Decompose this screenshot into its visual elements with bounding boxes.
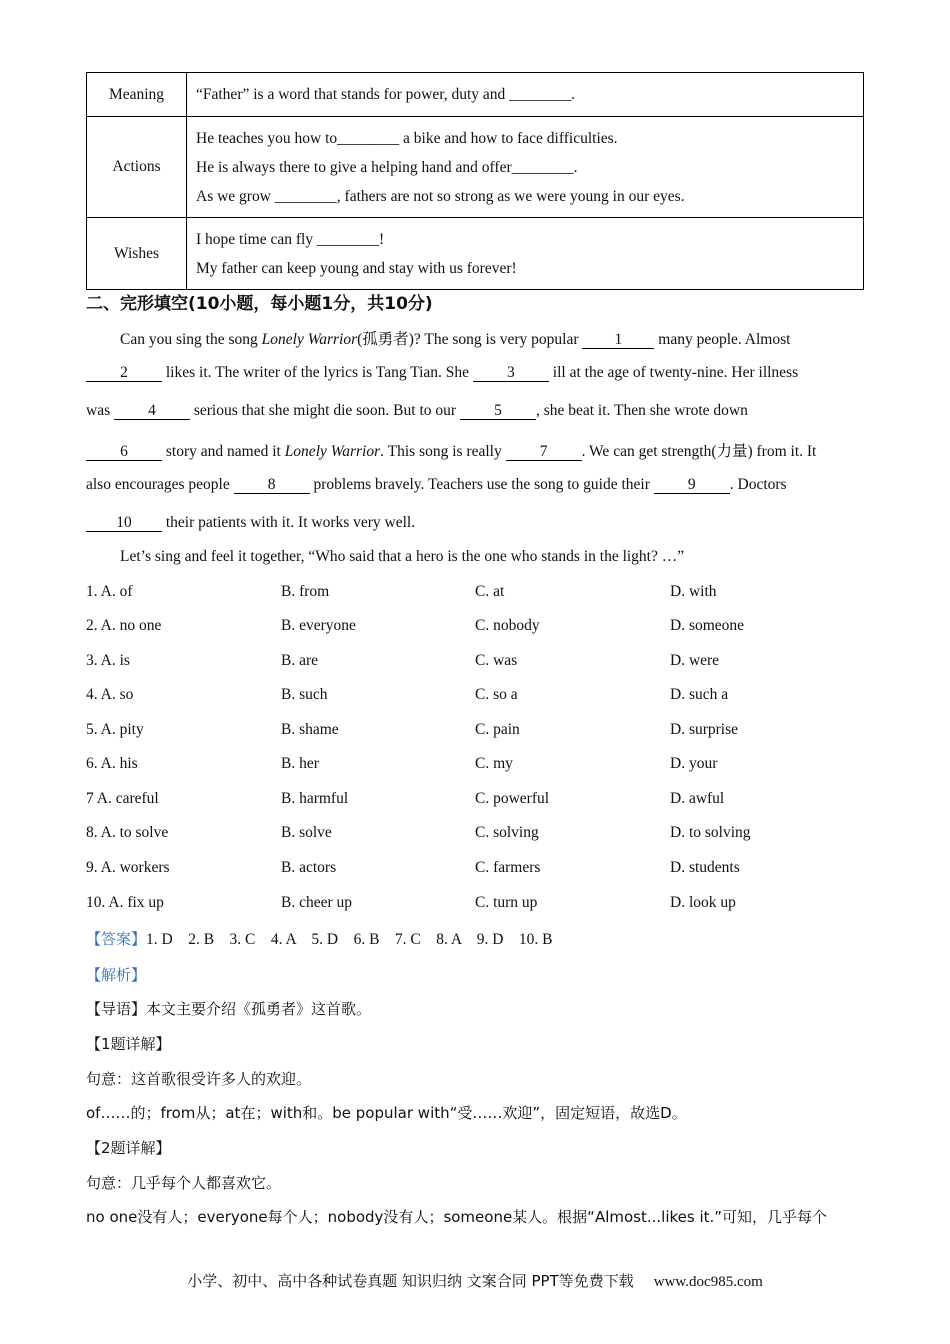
option: B. harmful xyxy=(281,790,349,807)
option: C. farmers xyxy=(475,859,541,876)
option: D. with xyxy=(670,583,717,600)
option: B. everyone xyxy=(281,617,356,634)
row-label: Wishes xyxy=(87,218,187,290)
options-row xyxy=(86,583,866,605)
option: D. your xyxy=(670,755,718,772)
option: B. such xyxy=(281,686,328,703)
option: 5. A. pity xyxy=(86,721,144,738)
info-table xyxy=(86,72,864,290)
options-row xyxy=(86,652,866,674)
option: D. look up xyxy=(670,894,736,911)
passage-line-6: 10 their patients with it. It works very well. xyxy=(86,514,866,532)
passage-line-3: was 4 serious that she might die soon. But to our 5 , she beat it. Then she wrote down xyxy=(86,402,748,419)
blank-2: 2 xyxy=(86,364,162,382)
option: 4. A. so xyxy=(86,686,134,703)
option: C. nobody xyxy=(475,617,540,634)
option: 10. A. fix up xyxy=(86,894,164,911)
option: C. my xyxy=(475,755,513,772)
passage-line-4: 6 story and named it Lonely Warrior. This song is really 7 . We can get strength(力量) from it. It xyxy=(86,439,866,461)
answer-label: 【答案】 xyxy=(86,930,147,948)
blank-5: 5 xyxy=(460,402,536,420)
table-row-meaning xyxy=(87,73,864,117)
option: 1. A. of xyxy=(86,583,133,600)
row-label: Actions xyxy=(87,117,187,218)
option: C. turn up xyxy=(475,894,538,911)
content-line: He is always there to give a helping hand and offer________. xyxy=(196,158,578,176)
q1-detail: of……的；from从；at在；with和。be popular with“受……欢迎”，固定短语，故选D。 xyxy=(86,1104,687,1122)
content-line: My father can keep young and stay with us forever! xyxy=(196,259,517,277)
q2-meaning: 句意：几乎每个人都喜欢它。 xyxy=(86,1174,282,1192)
blank-6: 6 xyxy=(86,443,162,461)
option: D. someone xyxy=(670,617,745,634)
option: C. solving xyxy=(475,824,539,841)
option: B. from xyxy=(281,583,330,600)
content-line: As we grow ________, fathers are not so strong as we were young in our eyes. xyxy=(196,187,685,205)
row-content xyxy=(187,218,864,290)
options-row xyxy=(86,617,866,639)
q1-meaning: 句意：这首歌很受许多人的欢迎。 xyxy=(86,1070,312,1088)
analysis-line xyxy=(86,964,146,985)
row-content xyxy=(187,117,864,218)
passage-line-1: Can you sing the song Lonely Warrior(孤勇者)? The song is very popular 1 many people. Almost xyxy=(120,331,791,348)
option: 6. A. his xyxy=(86,755,138,772)
blank-8: 8 xyxy=(234,476,310,494)
guide-line: 【导语】本文主要介绍《孤勇者》这首歌。 xyxy=(86,1000,372,1018)
option: D. were xyxy=(670,652,720,669)
table-row-actions xyxy=(87,117,864,218)
option: B. actors xyxy=(281,859,337,876)
q2-detail: no one没有人；everyone每个人；nobody没有人；someone某人。根据“Almost...likes it.”可知，几乎每个 xyxy=(86,1208,828,1226)
option: C. was xyxy=(475,652,518,669)
option: B. shame xyxy=(281,721,339,738)
option: 8. A. to solve xyxy=(86,824,169,841)
options-row xyxy=(86,894,866,916)
option: D. awful xyxy=(670,790,725,807)
option: B. her xyxy=(281,755,319,772)
content-line: “Father” is a word that stands for power, duty and ________. xyxy=(196,86,576,103)
footer-link[interactable]: www.doc985.com xyxy=(653,1274,763,1290)
option: C. at xyxy=(475,583,505,600)
blank-7: 7 xyxy=(506,443,582,461)
option: D. to solving xyxy=(670,824,751,841)
blank-10: 10 xyxy=(86,514,162,532)
blank-3: 3 xyxy=(473,364,549,382)
option: C. powerful xyxy=(475,790,550,807)
option: B. are xyxy=(281,652,319,669)
option: D. surprise xyxy=(670,721,739,738)
option: C. so a xyxy=(475,686,518,703)
options-row xyxy=(86,721,866,743)
option: 3. A. is xyxy=(86,652,130,669)
answer-text: 1. D 2. B 3. C 4. A 5. D 6. B 7. C 8. A 9. D 10. B xyxy=(146,931,553,948)
options-row xyxy=(86,790,866,812)
answer-line xyxy=(86,928,553,949)
blank-4: 4 xyxy=(114,402,190,420)
options-row xyxy=(86,686,866,708)
options-row xyxy=(86,824,866,846)
q2-heading: 【2题详解】 xyxy=(86,1139,171,1157)
option: 9. A. workers xyxy=(86,859,170,876)
option: B. solve xyxy=(281,824,332,841)
footer-text: 小学、初中、高中各种试卷真题 知识归纳 文案合同 PPT等免费下载 xyxy=(187,1272,634,1290)
option: 2. A. no one xyxy=(86,617,162,634)
content-line: He teaches you how to________ a bike and how to face difficulties. xyxy=(196,129,618,147)
content-line: I hope time can fly ________! xyxy=(196,230,385,248)
passage-line-5: also encourages people 8 problems bravely. Teachers use the song to guide their 9 . Doctors xyxy=(86,476,787,493)
passage-line-7: Let’s sing and feel it together, “Who said that a hero is the one who stands in the light? …” xyxy=(120,548,685,565)
option: D. students xyxy=(670,859,740,876)
row-label: Meaning xyxy=(87,73,187,117)
passage-line-2: 2 likes it. The writer of the lyrics is Tang Tian. She 3 ill at the age of twenty-nine. Her illness xyxy=(86,364,866,382)
blank-1: 1 xyxy=(582,331,654,349)
q1-heading: 【1题详解】 xyxy=(86,1035,171,1053)
page-footer xyxy=(0,1270,950,1291)
option: B. cheer up xyxy=(281,894,353,911)
options-row xyxy=(86,859,866,881)
option: C. pain xyxy=(475,721,520,738)
table-row-wishes xyxy=(87,218,864,290)
option: D. such a xyxy=(670,686,729,703)
option: 7 A. careful xyxy=(86,790,159,807)
analysis-label: 【解析】 xyxy=(86,966,147,984)
row-content xyxy=(187,73,864,117)
blank-9: 9 xyxy=(654,476,730,494)
section-title: 二、完形填空(10小题，每小题1分，共10分) xyxy=(86,294,433,314)
options-row xyxy=(86,755,866,777)
